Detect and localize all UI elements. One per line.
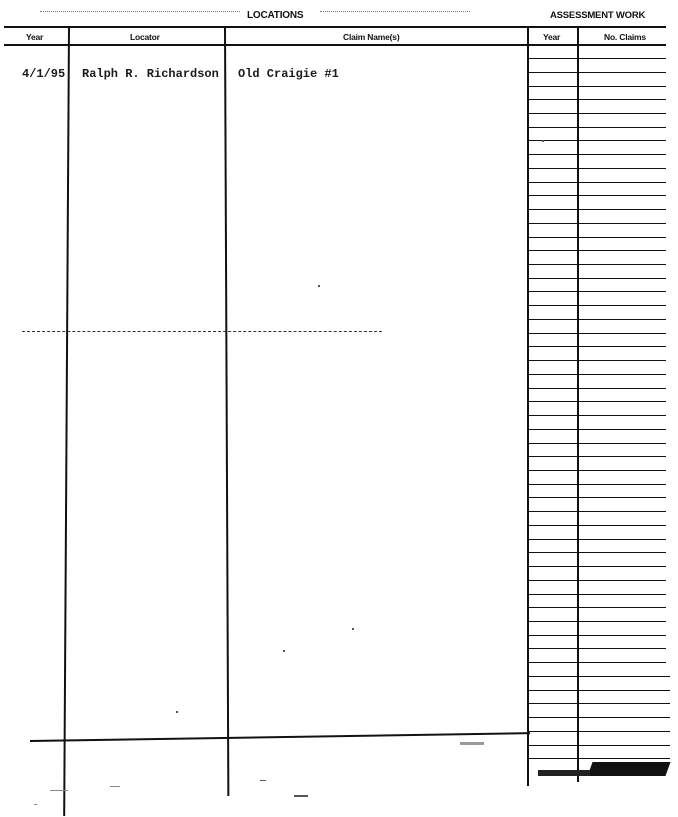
assessment-row-line — [528, 594, 666, 595]
assessment-row-line — [528, 264, 666, 265]
assessment-row-line — [528, 484, 666, 485]
assessment-row-line — [528, 305, 666, 306]
speck — [260, 780, 266, 781]
bottom-page-rule — [30, 732, 530, 741]
assessment-row-line — [528, 374, 666, 375]
col-header-locator: Locator — [130, 32, 160, 42]
entry-locator: Ralph R. Richardson — [82, 67, 219, 81]
entry-year: 4/1/95 — [22, 67, 66, 81]
assessment-row-line — [528, 360, 666, 361]
entry-separator-line — [22, 331, 382, 333]
assessment-row-line — [528, 209, 666, 210]
assessment-row-line — [528, 72, 666, 73]
entry-claim-name: Old Craigie #1 — [238, 67, 339, 81]
assessment-row-line — [528, 539, 666, 540]
assessment-row-line — [528, 580, 666, 581]
assessment-row-line — [528, 621, 666, 622]
assessment-row-line — [528, 140, 666, 141]
assessment-row-line — [528, 127, 666, 128]
scan-smudge-left — [538, 770, 590, 776]
assessment-row-line — [528, 511, 666, 512]
assessment-row-line — [528, 731, 670, 732]
locations-title: LOCATIONS — [247, 10, 304, 21]
speck — [34, 804, 37, 805]
speck — [110, 786, 120, 787]
speck — [176, 711, 178, 713]
assessment-row-line — [528, 99, 666, 100]
assessment-row-line — [528, 443, 666, 444]
divider-assessment-year-claims — [577, 26, 579, 782]
header-bottom-rule — [4, 44, 666, 46]
assessment-row-line — [528, 113, 666, 114]
assessment-row-line — [528, 552, 666, 553]
assessment-row-line — [528, 635, 666, 636]
assessment-row-line — [528, 648, 666, 649]
assessment-row-line — [528, 662, 666, 663]
assessment-row-line — [528, 86, 666, 87]
assessment-row-line — [528, 319, 666, 320]
divider-year-locator — [63, 26, 69, 816]
assessment-row-line — [528, 607, 666, 608]
top-dotted-line — [40, 11, 240, 13]
assessment-row-line — [528, 497, 666, 498]
assessment-row-line — [528, 717, 670, 718]
assessment-row-line — [528, 291, 666, 292]
assessment-row-line — [528, 401, 666, 402]
assessment-row-line — [528, 58, 666, 59]
speck — [460, 742, 484, 745]
speck — [294, 795, 308, 797]
assessment-row-line — [528, 566, 666, 567]
assessment-row-line — [528, 415, 666, 416]
assessment-row-line — [528, 278, 666, 279]
assessment-row-line — [528, 388, 666, 389]
assessment-row-line — [528, 182, 666, 183]
assessment-row-line — [528, 195, 666, 196]
assessment-row-line — [528, 690, 670, 691]
speck — [283, 650, 285, 652]
assessment-row-line — [528, 237, 666, 238]
assessment-row-line — [528, 525, 666, 526]
assessment-row-line — [528, 470, 666, 471]
col-header-claim-names: Claim Name(s) — [343, 32, 400, 42]
header-top-rule — [4, 26, 666, 28]
speck — [50, 790, 68, 791]
speck — [352, 628, 354, 630]
speck — [542, 140, 544, 142]
top-dotted-line-right — [320, 11, 470, 13]
assessment-row-line — [528, 745, 670, 746]
assessment-row-line — [528, 154, 666, 155]
assessment-row-line — [528, 758, 670, 759]
assessment-row-line — [528, 346, 666, 347]
assessment-work-title: ASSESSMENT WORK — [550, 10, 646, 21]
assessment-row-line — [528, 703, 670, 704]
assessment-row-line — [528, 250, 666, 251]
assessment-row-line — [528, 223, 666, 224]
assessment-row-line — [528, 429, 666, 430]
assessment-row-line — [528, 333, 666, 334]
speck — [318, 285, 320, 287]
assessment-row-line — [528, 676, 670, 677]
scan-smudge — [587, 762, 670, 776]
col-header-no-claims: No. Claims — [604, 32, 646, 42]
divider-locator-claims — [224, 26, 229, 796]
col-header-assessment-year: Year — [543, 32, 561, 42]
assessment-row-line — [528, 456, 666, 457]
col-header-year: Year — [26, 32, 44, 42]
assessment-row-line — [528, 168, 666, 169]
